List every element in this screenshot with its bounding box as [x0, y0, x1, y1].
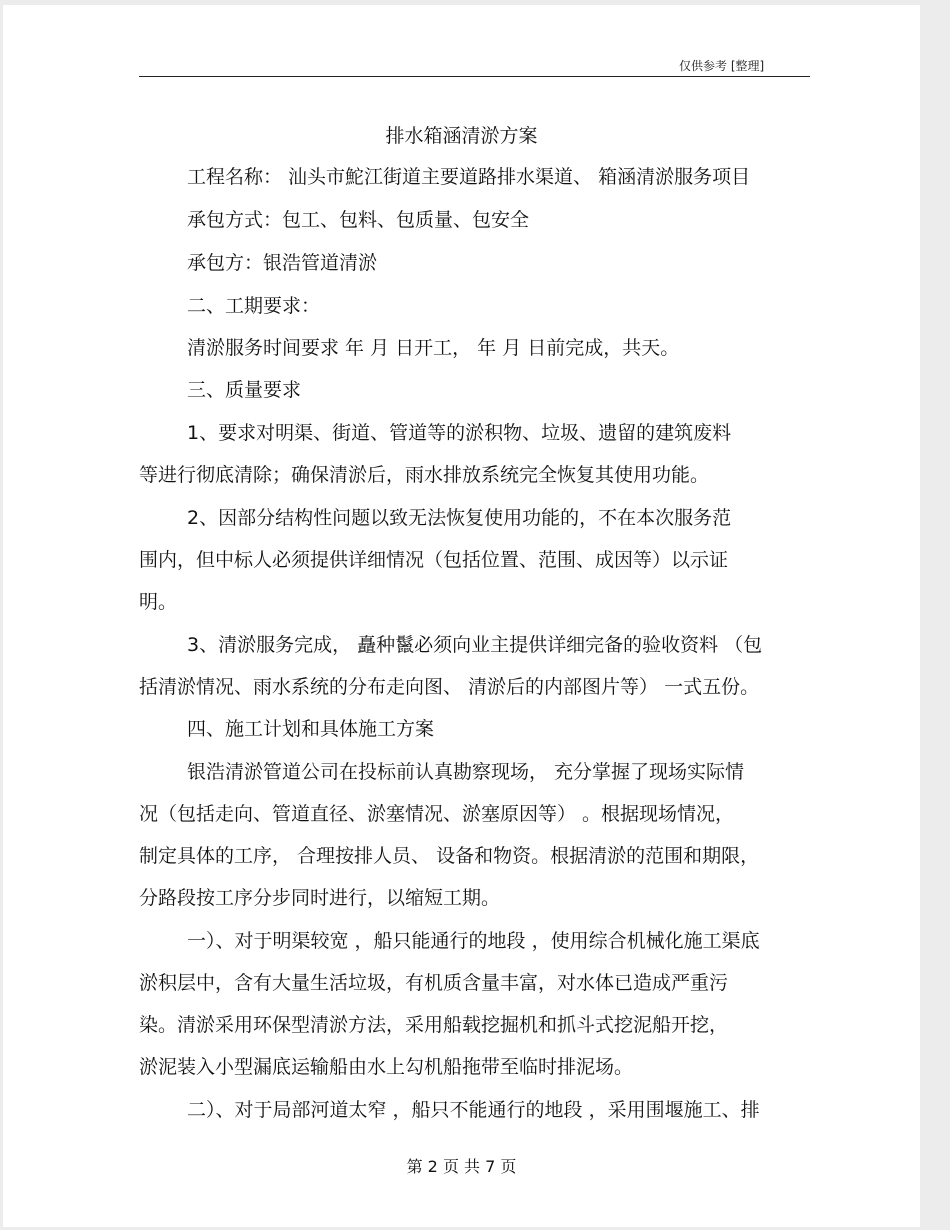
paragraph-line: 1、要求对明渠、街道、管道等的淤积物、垃圾、遗留的建筑废料	[187, 422, 732, 444]
paragraph-line: 淤泥装入小型漏底运输船由水上勾机船拖带至临时排泥场。	[139, 1056, 634, 1078]
paragraph-line: 二）、对于局部河道太窄 ，船只不能通行的地段 ，采用围堰施工、排	[187, 1099, 760, 1121]
paragraph-line: 银浩清淤管道公司在投标前认真勘察现场， 充分掌握了现场实际情	[187, 761, 745, 783]
paragraph-line: 围内，但中标人必须提供详细情况（包括位置、范围、成因等）以示证	[139, 549, 729, 571]
paragraph-line: 括清淤情况、雨水系统的分布走向图、 清淤后的内部图片等） 一式五份。	[139, 676, 760, 698]
paragraph-line: 制定具体的工序， 合理按排人员、 设备和物资。根据清淤的范围和期限，	[139, 845, 760, 867]
header-note: 仅供参考 [整理]	[679, 59, 765, 73]
section-heading: 三、质量要求	[187, 379, 302, 401]
contract-method-line: 承包方式：包工、包料、包质量、包安全	[187, 209, 530, 231]
document-page	[3, 5, 920, 1227]
paragraph-line: 等进行彻底清除；确保清淤后，雨水排放系统完全恢复其使用功能。	[139, 464, 710, 486]
paragraph-line: 染。清淤采用环保型清淤方法，采用船载挖掘机和抓斗式挖泥船开挖，	[139, 1014, 729, 1036]
paragraph-line: 清淤服务时间要求 年 月 日开工， 年 月 日前完成，共天。	[187, 337, 680, 359]
page-number-footer: 第 2 页 共 7 页	[406, 1157, 517, 1176]
contractor-line: 承包方：银浩管道清淤	[187, 252, 378, 274]
section-heading: 二、工期要求：	[187, 295, 321, 317]
paragraph-line: 淤积层中，含有大量生活垃圾，有机质含量丰富，对水体已造成严重污	[139, 972, 729, 994]
header-divider	[139, 76, 810, 77]
section-heading: 四、施工计划和具体施工方案	[187, 718, 435, 740]
project-name-line: 工程名称： 汕头市鮀江街道主要道路排水渠道、 箱涵清淤服务项目	[187, 166, 751, 188]
paragraph-line: 2、因部分结构性问题以致无法恢复使用功能的，不在本次服务范	[187, 507, 732, 529]
document-title: 排水箱涵清淤方案	[385, 125, 538, 147]
paragraph-line: 3、清淤服务完成， 矗种鬣必须向业主提供详细完备的验收资料 （包	[187, 634, 763, 656]
paragraph-line: 明。	[139, 591, 178, 613]
paragraph-line: 一）、对于明渠较宽 ，船只能通行的地段 ，使用综合机械化施工渠底	[187, 930, 760, 952]
paragraph-line: 况（包括走向、管道直径、淤塞情况、淤塞原因等） 。根据现场情况，	[139, 803, 735, 825]
paragraph-line: 分路段按工序分步同时进行，以缩短工期。	[139, 887, 501, 909]
